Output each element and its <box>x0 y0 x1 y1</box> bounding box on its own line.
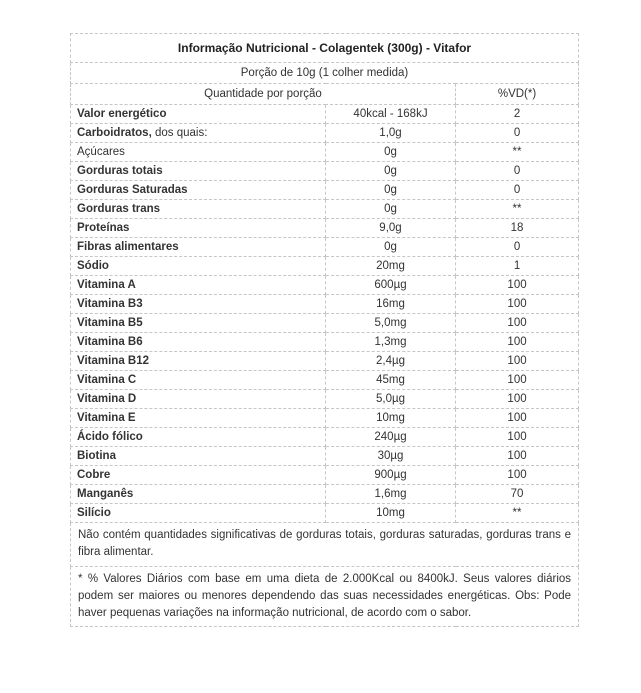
nutrient-name: Ácido fólico <box>77 431 143 443</box>
table-row <box>71 504 579 523</box>
nutrient-quantity: 30µg <box>326 447 456 466</box>
nutrient-name-cell <box>71 105 326 124</box>
nutrient-name-cell <box>71 428 326 447</box>
nutrient-name-cell <box>71 314 326 333</box>
footnote-daily-values: * % Valores Diários com base em uma dieta de 2.000Kcal ou 8400kJ. Seus valores diários podem ser maiores ou menores dependendo das suas necessidades energéticas. Obs: Pode haver pequenas variações na informação nutricional, de acordo com o sabor. <box>71 566 579 627</box>
nutrient-name-cell <box>71 504 326 523</box>
portion-row <box>71 63 579 84</box>
table-row <box>71 124 579 143</box>
nutrient-name-cell <box>71 219 326 238</box>
table-row <box>71 276 579 295</box>
nutrient-quantity: 240µg <box>326 428 456 447</box>
nutrient-name-cell <box>71 371 326 390</box>
nutrient-name-suffix: dos quais: <box>151 127 208 139</box>
table-title-row <box>71 34 579 63</box>
nutrient-name: Vitamina B12 <box>77 355 150 367</box>
nutrient-name: Biotina <box>77 450 116 462</box>
table-row <box>71 219 579 238</box>
nutrient-name: Sódio <box>77 260 109 272</box>
nutrient-quantity: 900µg <box>326 466 456 485</box>
nutrient-name: Vitamina B5 <box>77 317 143 329</box>
nutrient-name-cell <box>71 181 326 200</box>
nutrient-name: Valor energético <box>77 108 167 120</box>
table-row <box>71 466 579 485</box>
vd-column-header: %VD(*) <box>456 84 579 105</box>
nutrient-quantity: 0g <box>326 162 456 181</box>
nutrient-name-cell <box>71 124 326 143</box>
nutrient-rows <box>71 105 579 523</box>
nutrient-vd: 100 <box>456 390 579 409</box>
nutrient-quantity: 2,4µg <box>326 352 456 371</box>
nutrient-name: Vitamina E <box>77 412 136 424</box>
table-row <box>71 352 579 371</box>
table-row <box>71 200 579 219</box>
nutrient-name-cell <box>71 409 326 428</box>
nutrient-name-cell <box>71 390 326 409</box>
nutrient-vd: 2 <box>456 105 579 124</box>
nutrient-vd: 0 <box>456 238 579 257</box>
nutrient-quantity: 0g <box>326 200 456 219</box>
nutrient-vd: 100 <box>456 371 579 390</box>
nutrient-name-cell <box>71 485 326 504</box>
nutrient-quantity: 1,0g <box>326 124 456 143</box>
nutrient-name-cell <box>71 466 326 485</box>
nutrient-vd: 100 <box>456 333 579 352</box>
table-row <box>71 390 579 409</box>
table-row <box>71 105 579 124</box>
nutrient-quantity: 1,3mg <box>326 333 456 352</box>
nutrient-name: Vitamina A <box>77 279 136 291</box>
footnote-row-daily-values <box>71 566 579 627</box>
table-row <box>71 333 579 352</box>
table-row <box>71 238 579 257</box>
table-title: Informação Nutricional - Colagentek (300g) - Vitafor <box>71 34 579 63</box>
nutrient-quantity: 5,0µg <box>326 390 456 409</box>
nutrient-vd: 100 <box>456 295 579 314</box>
nutrient-vd: 0 <box>456 181 579 200</box>
column-header-row <box>71 84 579 105</box>
quantity-column-header: Quantidade por porção <box>71 84 456 105</box>
nutrient-name: Vitamina C <box>77 374 137 386</box>
nutrition-facts-table <box>70 33 579 627</box>
nutrient-name: Carboidratos, <box>77 127 152 139</box>
nutrient-quantity: 40kcal - 168kJ <box>326 105 456 124</box>
nutrient-name-cell <box>71 447 326 466</box>
nutrient-name-cell <box>71 143 326 162</box>
nutrient-name-cell <box>71 238 326 257</box>
nutrient-quantity: 45mg <box>326 371 456 390</box>
nutrient-quantity: 5,0mg <box>326 314 456 333</box>
nutrient-name-cell <box>71 295 326 314</box>
nutrient-vd: 70 <box>456 485 579 504</box>
nutrient-vd: 0 <box>456 124 579 143</box>
nutrient-name: Gorduras totais <box>77 165 163 177</box>
table-row <box>71 257 579 276</box>
nutrient-name: Vitamina B6 <box>77 336 143 348</box>
nutrient-vd: 100 <box>456 447 579 466</box>
nutrient-quantity: 9,0g <box>326 219 456 238</box>
nutrient-name-cell <box>71 257 326 276</box>
nutrient-vd: 100 <box>456 352 579 371</box>
nutrient-quantity: 10mg <box>326 409 456 428</box>
table-row <box>71 371 579 390</box>
portion-text: Porção de 10g (1 colher medida) <box>71 63 579 84</box>
nutrient-quantity: 20mg <box>326 257 456 276</box>
table-row <box>71 314 579 333</box>
nutrient-vd: 100 <box>456 314 579 333</box>
nutrient-name-cell <box>71 333 326 352</box>
nutrient-name-cell <box>71 200 326 219</box>
nutrient-vd: ** <box>456 200 579 219</box>
nutrient-quantity: 0g <box>326 181 456 200</box>
nutrient-name: Açúcares <box>77 146 125 158</box>
table-row <box>71 428 579 447</box>
nutrient-name-cell <box>71 352 326 371</box>
nutrient-vd: 100 <box>456 409 579 428</box>
table-row <box>71 409 579 428</box>
nutrient-quantity: 10mg <box>326 504 456 523</box>
nutrient-vd: 100 <box>456 466 579 485</box>
nutrient-vd: 100 <box>456 276 579 295</box>
nutrient-vd: 100 <box>456 428 579 447</box>
table-row <box>71 447 579 466</box>
footnote-significant-amounts: Não contém quantidades significativas de gorduras totais, gorduras saturadas, gorduras trans e fibra alimentar. <box>71 523 579 567</box>
nutrient-vd: 0 <box>456 162 579 181</box>
nutrient-quantity: 1,6mg <box>326 485 456 504</box>
table-row <box>71 143 579 162</box>
table-row <box>71 485 579 504</box>
nutrient-vd: 1 <box>456 257 579 276</box>
nutrient-name: Manganês <box>77 488 134 500</box>
nutrient-vd: 18 <box>456 219 579 238</box>
table-row <box>71 295 579 314</box>
table-row <box>71 162 579 181</box>
nutrient-name: Cobre <box>77 469 111 481</box>
nutrient-quantity: 600µg <box>326 276 456 295</box>
nutrient-vd: ** <box>456 504 579 523</box>
table-row <box>71 181 579 200</box>
nutrient-name: Vitamina D <box>77 393 137 405</box>
nutrient-name: Fibras alimentares <box>77 241 179 253</box>
nutrient-quantity: 0g <box>326 238 456 257</box>
nutrient-name: Vitamina B3 <box>77 298 143 310</box>
nutrient-name: Gorduras trans <box>77 203 161 215</box>
footnote-row-significant-amounts <box>71 523 579 567</box>
nutrient-name: Proteínas <box>77 222 130 234</box>
nutrient-vd: ** <box>456 143 579 162</box>
nutrient-quantity: 0g <box>326 143 456 162</box>
nutrient-name: Silício <box>77 507 111 519</box>
nutrient-quantity: 16mg <box>326 295 456 314</box>
nutrient-name-cell <box>71 276 326 295</box>
nutrient-name: Gorduras Saturadas <box>77 184 188 196</box>
nutrient-name-cell <box>71 162 326 181</box>
